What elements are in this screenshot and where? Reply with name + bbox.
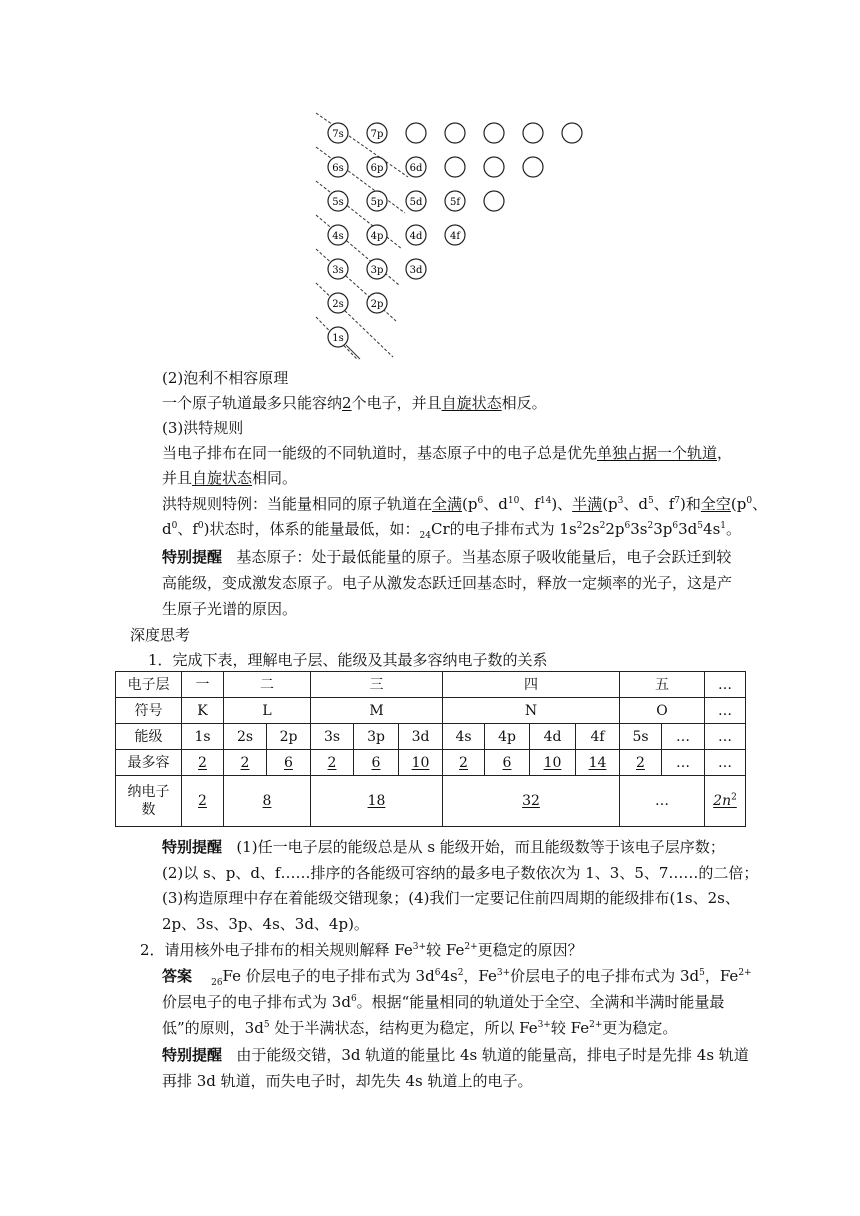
orbital-label: 7s — [332, 129, 344, 140]
max-level-cell: 6 — [485, 750, 530, 776]
orbital-label: 4p — [370, 231, 384, 242]
hund-heading: (3)洪特规则 — [162, 419, 244, 437]
header-max-bc: 纳电子 数 — [116, 776, 182, 827]
max-shell-cell: 18 — [311, 776, 443, 827]
answer-line-1: 答案 $_{26}$Fe 价层电子的电子排布式为 $3d^64s^2$，$Fe^{3+}$价层电子的电子排布式为 $3d^5$，$Fe^{2+}$ — [162, 967, 752, 988]
orbital-empty — [523, 157, 543, 177]
orbital-empty — [562, 123, 582, 143]
hund-exception-2: $d^0$、$f^0$)状态时，体系的能量最低，如：$_{24}$Cr的电子排布式为 $1s^22s^22p^63s^23p^63d^54s^1$。 — [162, 520, 742, 541]
max-level-cell: 14 — [576, 750, 620, 776]
answer-line-2: 价层电子的电子排布式为 $3d^6$。根据“能量相同的轨道处于全空、全满和半满时能量最 — [162, 993, 725, 1011]
orbital-label: 4s — [332, 231, 344, 242]
shell-4: 四 — [443, 672, 620, 698]
note2-line-1: 特别提醒 (1)任一电子层的能级总是从 s 能级开始，而且能级数等于该电子层序数； — [162, 838, 725, 856]
max-shell-cell: … — [620, 776, 705, 827]
shell-2: 二 — [224, 672, 311, 698]
note1-line-3: 生原子光谱的原因。 — [162, 600, 298, 618]
orbital-label: 6s — [332, 163, 344, 174]
level-cell: 4f — [576, 724, 620, 750]
max-level-cell: 2 — [311, 750, 354, 776]
level-cell: 4p — [485, 724, 530, 750]
think-heading: 深度思考 — [130, 626, 191, 644]
orbital-label: 6p — [370, 163, 384, 174]
level-cell: 3d — [399, 724, 443, 750]
orbital-label: 5f — [449, 197, 461, 208]
hund-text-2: 并且自旋状态相同。 — [162, 469, 298, 487]
orbital-empty — [445, 123, 465, 143]
row-shell — [116, 672, 746, 698]
level-cell: 2p — [267, 724, 311, 750]
orbital-label: 4f — [449, 231, 461, 242]
orbital-label: 5p — [370, 197, 384, 208]
note3-line-1: 特别提醒 由于能级交错，3d 轨道的能量比 4s 轨道的能量高，排电子时是先排 4s 轨道 — [162, 1046, 749, 1064]
shell-5: 五 — [620, 672, 705, 698]
hund-text-1: 当电子排布在同一能级的不同轨道时，基态原子中的电子总是优先单独占据一个轨道， — [162, 444, 733, 462]
max-level-cell: 10 — [530, 750, 576, 776]
max-level-cell: 10 — [399, 750, 443, 776]
orbital-label: 5s — [332, 197, 344, 208]
orbital-label: 4d — [409, 231, 423, 242]
level-cell: 5s — [620, 724, 662, 750]
max-level-cell: … — [705, 750, 746, 776]
symbol-more: … — [705, 698, 746, 724]
note2-line-4: 2p、3s、3p、4s、3d、4p)。 — [162, 915, 369, 933]
symbol-m: M — [311, 698, 443, 724]
max-level-cell: 6 — [354, 750, 399, 776]
header-level: 能级 — [116, 724, 182, 750]
aufbau-diagram — [300, 100, 600, 360]
orbital-empty — [484, 157, 504, 177]
orbital-empty — [523, 123, 543, 143]
max-shell-cell: 32 — [443, 776, 620, 827]
row-max-shell — [116, 776, 746, 827]
orbital-label: 7p — [370, 129, 384, 140]
pauli-heading: (2)泡利不相容原理 — [162, 369, 289, 387]
max-level-cell: 2 — [182, 750, 224, 776]
row-level — [116, 724, 746, 750]
question-2: 2．请用核外电子排布的相关规则解释 $Fe^{3+}$较 $Fe^{2+}$更稳定的原因？ — [140, 941, 583, 959]
shell-more: … — [705, 672, 746, 698]
orbital-label: 2p — [370, 299, 384, 310]
filling-arrow — [316, 317, 390, 360]
filling-arrow — [316, 215, 399, 285]
header-max-a: 最多容 — [116, 750, 182, 776]
row-max-level — [116, 750, 746, 776]
symbol-n: N — [443, 698, 620, 724]
max-level-cell: … — [662, 750, 705, 776]
orbital-empty — [406, 123, 426, 143]
pauli-text: 一个原子轨道最多只能容纳2个电子，并且自旋状态相反。 — [162, 394, 547, 412]
answer-line-3: 低”的原则，$3d^5$ 处于半满状态，结构更为稳定，所以 $Fe^{3+}$较 $Fe^{2+}$更为稳定。 — [162, 1019, 678, 1037]
orbital-label: 1s — [332, 333, 344, 344]
note2-line-3: (3)构造原理中存在着能级交错现象；(4)我们一定要记住前四周期的能级排布(1s、2s、 — [162, 889, 740, 907]
orbital-circles — [328, 123, 582, 347]
symbol-o: O — [620, 698, 705, 724]
shell-3: 三 — [311, 672, 443, 698]
level-cell: … — [705, 724, 746, 750]
max-level-cell: 2 — [224, 750, 267, 776]
orbital-empty — [484, 191, 504, 211]
shell-level-table — [115, 671, 746, 827]
max-level-cell: 2 — [620, 750, 662, 776]
question-1: 1．完成下表，理解电子层、能级及其最多容纳电子数的关系 — [148, 651, 548, 669]
max-shell-formula: $2n^2$ — [705, 776, 746, 827]
header-symbol: 符号 — [116, 698, 182, 724]
row-symbol — [116, 698, 746, 724]
symbol-l: L — [224, 698, 311, 724]
header-shell: 电子层 — [116, 672, 182, 698]
max-shell-cell: 2 — [182, 776, 224, 827]
orbital-empty — [445, 157, 465, 177]
orbital-label: 3s — [332, 265, 344, 276]
max-level-cell: 2 — [443, 750, 485, 776]
orbital-label: 5d — [409, 197, 423, 208]
hund-exception-1: 洪特规则特例：当能量相同的原子轨道在全满($p^6$、$d^{10}$、$f^{14}$)、半满($p^3$、$d^5$、$f^7$)和全空($p^0$、 — [162, 495, 768, 513]
note1-line-2: 高能级，变成激发态原子。电子从激发态跃迁回基态时，释放一定频率的光子，这是产 — [162, 574, 733, 592]
orbital-label: 6d — [409, 163, 423, 174]
note2-line-2: (2)以 s、p、d、f……排序的各能级可容纳的最多电子数依次为 1、3、5、7……的二倍； — [162, 864, 759, 882]
level-cell: 2s — [224, 724, 267, 750]
max-level-cell: 6 — [267, 750, 311, 776]
level-cell: 1s — [182, 724, 224, 750]
entry-arrow — [346, 345, 360, 359]
level-cell: … — [662, 724, 705, 750]
level-cell: 3p — [354, 724, 399, 750]
level-cell: 3s — [311, 724, 354, 750]
level-cell: 4s — [443, 724, 485, 750]
note1-line-1: 特别提醒 基态原子：处于最低能量的原子。当基态原子吸收能量后，电子会跃迁到较 — [162, 548, 732, 566]
symbol-k: K — [182, 698, 224, 724]
orbital-label: 2s — [332, 299, 344, 310]
note3-line-2: 再排 3d 轨道，而失电子时，却先失 4s 轨道上的电子。 — [162, 1072, 533, 1090]
orbital-label: 3p — [370, 265, 384, 276]
level-cell: 4d — [530, 724, 576, 750]
shell-1: 一 — [182, 672, 224, 698]
orbital-empty — [484, 123, 504, 143]
orbital-label: 3d — [409, 265, 423, 276]
max-shell-cell: 8 — [224, 776, 311, 827]
